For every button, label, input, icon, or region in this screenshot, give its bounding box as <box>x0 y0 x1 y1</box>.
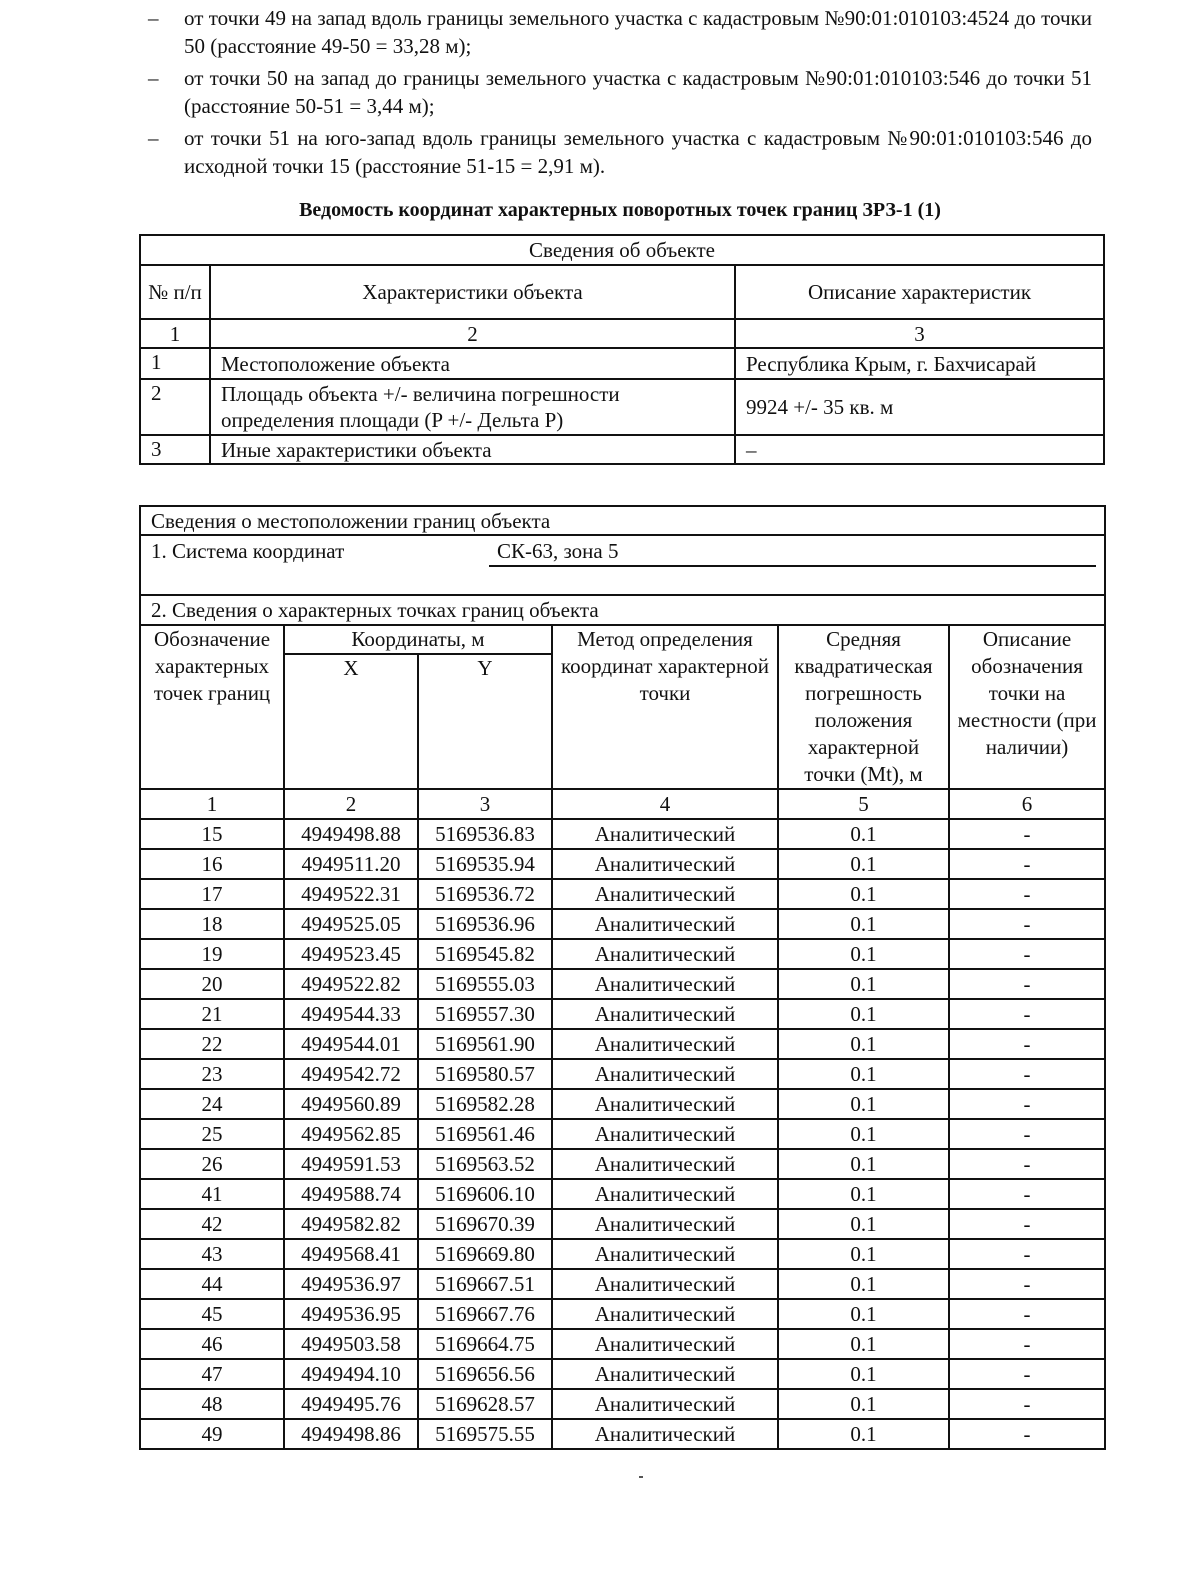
point-description: - <box>949 939 1105 969</box>
mean-error: 0.1 <box>778 1389 949 1419</box>
row-number: 2 <box>140 379 210 435</box>
column-number: 5 <box>778 789 949 819</box>
x-coordinate: 4949522.82 <box>284 969 418 999</box>
point-description: - <box>949 1359 1105 1389</box>
segment-text: от точки 49 на запад вдоль границы земельного участка с кадастровым №90:01:010103:4524 до точки 50 (расстояние 49-50 = 33,28 м); <box>184 6 1092 58</box>
table-row <box>140 1269 1105 1299</box>
point-number: 43 <box>140 1239 284 1269</box>
header-method: Метод определения координат характерной точки <box>552 625 778 789</box>
table-row <box>140 1119 1105 1149</box>
point-description: - <box>949 1239 1105 1269</box>
point-description: - <box>949 1119 1105 1149</box>
method: Аналитический <box>552 1119 778 1149</box>
y-coordinate: 5169545.82 <box>418 939 552 969</box>
table-row <box>140 1209 1105 1239</box>
mean-error: 0.1 <box>778 1119 949 1149</box>
table-row <box>140 1329 1105 1359</box>
point-number: 47 <box>140 1359 284 1389</box>
x-coordinate: 4949562.85 <box>284 1119 418 1149</box>
x-coordinate: 4949588.74 <box>284 1179 418 1209</box>
point-description: - <box>949 1269 1105 1299</box>
table-row <box>140 1149 1105 1179</box>
header-point-description: Описание обозначения точки на местности (при наличии) <box>949 625 1105 789</box>
y-coordinate: 5169606.10 <box>418 1179 552 1209</box>
column-number: 6 <box>949 789 1105 819</box>
header-mean-error: Средняя квадратическая погрешность положения характерной точки (Mt), м <box>778 625 949 789</box>
header-number: № п/п <box>140 265 210 319</box>
x-coordinate: 4949511.20 <box>284 849 418 879</box>
row-value: – <box>735 435 1104 464</box>
point-number: 18 <box>140 909 284 939</box>
x-coordinate: 4949522.31 <box>284 879 418 909</box>
column-number: 1 <box>140 319 210 348</box>
point-number: 23 <box>140 1059 284 1089</box>
point-number: 15 <box>140 819 284 849</box>
mean-error: 0.1 <box>778 1269 949 1299</box>
point-description: - <box>949 969 1105 999</box>
y-coordinate: 5169536.96 <box>418 909 552 939</box>
x-coordinate: 4949544.01 <box>284 1029 418 1059</box>
method: Аналитический <box>552 1299 778 1329</box>
segment-text: от точки 51 на юго-запад вдоль границы земельного участка с кадастровым №90:01:010103:546 до исходной точки 15 (расстояние 51-15 = 2,91 м). <box>184 126 1092 178</box>
x-coordinate: 4949503.58 <box>284 1329 418 1359</box>
table-row <box>140 879 1105 909</box>
table-row <box>140 1089 1105 1119</box>
table-row <box>140 1419 1105 1449</box>
method: Аналитический <box>552 969 778 999</box>
x-coordinate: 4949560.89 <box>284 1089 418 1119</box>
segment-text: от точки 50 на запад до границы земельного участка с кадастровым №90:01:010103:546 до точки 51 (расстояние 50-51 = 3,44 м); <box>184 66 1092 118</box>
y-coordinate: 5169536.83 <box>418 819 552 849</box>
row-characteristic: Площадь объекта +/- величина погрешности определения площади (P +/- Дельта P) <box>210 379 735 435</box>
y-coordinate: 5169582.28 <box>418 1089 552 1119</box>
point-number: 48 <box>140 1389 284 1419</box>
header-y: Y <box>418 654 552 789</box>
boundary-description <box>148 4 1092 184</box>
y-coordinate: 5169667.76 <box>418 1299 552 1329</box>
mean-error: 0.1 <box>778 879 949 909</box>
table-row <box>140 1299 1105 1329</box>
point-number: 41 <box>140 1179 284 1209</box>
table-row <box>140 909 1105 939</box>
mean-error: 0.1 <box>778 1209 949 1239</box>
point-description: - <box>949 1299 1105 1329</box>
method: Аналитический <box>552 819 778 849</box>
method: Аналитический <box>552 1239 778 1269</box>
y-coordinate: 5169535.94 <box>418 849 552 879</box>
table-row <box>140 969 1105 999</box>
table-row <box>140 849 1105 879</box>
point-number: 22 <box>140 1029 284 1059</box>
method: Аналитический <box>552 909 778 939</box>
row-value: 9924 +/- 35 кв. м <box>735 379 1104 435</box>
method: Аналитический <box>552 1179 778 1209</box>
column-number: 2 <box>210 319 735 348</box>
x-coordinate: 4949582.82 <box>284 1209 418 1239</box>
table-row <box>140 939 1105 969</box>
mean-error: 0.1 <box>778 1299 949 1329</box>
x-coordinate: 4949495.76 <box>284 1389 418 1419</box>
scan-mark <box>639 1476 643 1478</box>
header-characteristics: Характеристики объекта <box>210 265 735 319</box>
mean-error: 0.1 <box>778 999 949 1029</box>
points-body <box>140 819 1105 1449</box>
table-row <box>140 1359 1105 1389</box>
column-number: 2 <box>284 789 418 819</box>
row-characteristic: Местоположение объекта <box>210 348 735 379</box>
point-number: 20 <box>140 969 284 999</box>
method: Аналитический <box>552 1059 778 1089</box>
point-description: - <box>949 819 1105 849</box>
mean-error: 0.1 <box>778 849 949 879</box>
mean-error: 0.1 <box>778 1179 949 1209</box>
point-description: - <box>949 1209 1105 1239</box>
mean-error: 0.1 <box>778 1239 949 1269</box>
x-coordinate: 4949568.41 <box>284 1239 418 1269</box>
method: Аналитический <box>552 1419 778 1449</box>
y-coordinate: 5169561.46 <box>418 1119 552 1149</box>
row-characteristic: Иные характеристики объекта <box>210 435 735 464</box>
x-coordinate: 4949591.53 <box>284 1149 418 1179</box>
point-number: 26 <box>140 1149 284 1179</box>
method: Аналитический <box>552 849 778 879</box>
y-coordinate: 5169580.57 <box>418 1059 552 1089</box>
table-row <box>140 1239 1105 1269</box>
y-coordinate: 5169669.80 <box>418 1239 552 1269</box>
table-row <box>140 1389 1105 1419</box>
mean-error: 0.1 <box>778 1059 949 1089</box>
y-coordinate: 5169670.39 <box>418 1209 552 1239</box>
point-description: - <box>949 999 1105 1029</box>
column-number: 1 <box>140 789 284 819</box>
header-description: Описание характеристик <box>735 265 1104 319</box>
point-number: 25 <box>140 1119 284 1149</box>
object-table-title: Сведения об объекте <box>140 235 1104 265</box>
method: Аналитический <box>552 1029 778 1059</box>
x-coordinate: 4949523.45 <box>284 939 418 969</box>
point-description: - <box>949 1149 1105 1179</box>
x-coordinate: 4949498.86 <box>284 1419 418 1449</box>
point-description: - <box>949 1329 1105 1359</box>
table-row <box>140 1179 1105 1209</box>
table-row <box>140 819 1105 849</box>
point-description: - <box>949 1419 1105 1449</box>
location-table-title: Сведения о местоположении границ объекта <box>140 506 1105 535</box>
table-row <box>140 999 1105 1029</box>
y-coordinate: 5169656.56 <box>418 1359 552 1389</box>
point-number: 17 <box>140 879 284 909</box>
y-coordinate: 5169575.55 <box>418 1419 552 1449</box>
point-description: - <box>949 879 1105 909</box>
x-coordinate: 4949525.05 <box>284 909 418 939</box>
table-row <box>140 1059 1105 1089</box>
coordinate-system-value: СК-63, зона 5 <box>497 539 619 563</box>
boundary-segment: – от точки 50 на запад до границы земельного участка с кадастровым №90:01:010103:546 до точки 51 (расстояние 50-51 = 3,44 м); <box>148 66 1092 118</box>
method: Аналитический <box>552 939 778 969</box>
coordinate-system-label: 1. Система координат <box>151 539 345 563</box>
mean-error: 0.1 <box>778 969 949 999</box>
x-coordinate: 4949536.97 <box>284 1269 418 1299</box>
boundary-segment: – от точки 51 на юго-запад вдоль границы земельного участка с кадастровым №90:01:010103:546 до исходной точки 15 (расстояние 51-15 = 2,91 м). <box>148 126 1092 178</box>
document-heading: Ведомость координат характерных поворотных точек границ ЗРЗ-1 (1) <box>299 199 941 221</box>
coordinate-system-row <box>140 535 1105 595</box>
mean-error: 0.1 <box>778 1089 949 1119</box>
y-coordinate: 5169628.57 <box>418 1389 552 1419</box>
method: Аналитический <box>552 1359 778 1389</box>
point-number: 46 <box>140 1329 284 1359</box>
object-info-table <box>139 234 1105 465</box>
point-number: 49 <box>140 1419 284 1449</box>
mean-error: 0.1 <box>778 819 949 849</box>
point-description: - <box>949 1089 1105 1119</box>
x-coordinate: 4949544.33 <box>284 999 418 1029</box>
row-number: 1 <box>140 348 210 379</box>
method: Аналитический <box>552 1149 778 1179</box>
method: Аналитический <box>552 879 778 909</box>
x-coordinate: 4949498.88 <box>284 819 418 849</box>
header-point-designation: Обозначение характерных точек границ <box>140 625 284 789</box>
x-coordinate: 4949536.95 <box>284 1299 418 1329</box>
table-row <box>140 1029 1105 1059</box>
point-description: - <box>949 1029 1105 1059</box>
boundary-segment: – от точки 49 на запад вдоль границы земельного участка с кадастровым №90:01:010103:4524 до точки 50 (расстояние 49-50 = 33,28 м); <box>148 6 1092 58</box>
column-number: 4 <box>552 789 778 819</box>
point-number: 45 <box>140 1299 284 1329</box>
method: Аналитический <box>552 1329 778 1359</box>
mean-error: 0.1 <box>778 1149 949 1179</box>
point-number: 24 <box>140 1089 284 1119</box>
point-description: - <box>949 1059 1105 1089</box>
column-numbers-row <box>140 789 1105 819</box>
point-number: 19 <box>140 939 284 969</box>
y-coordinate: 5169536.72 <box>418 879 552 909</box>
method: Аналитический <box>552 1089 778 1119</box>
y-coordinate: 5169563.52 <box>418 1149 552 1179</box>
y-coordinate: 5169557.30 <box>418 999 552 1029</box>
point-number: 44 <box>140 1269 284 1299</box>
x-coordinate: 4949494.10 <box>284 1359 418 1389</box>
points-section-title: 2. Сведения о характерных точках границ объекта <box>140 595 1105 625</box>
x-coordinate: 4949542.72 <box>284 1059 418 1089</box>
boundary-points-table <box>139 505 1106 1450</box>
mean-error: 0.1 <box>778 1359 949 1389</box>
point-number: 42 <box>140 1209 284 1239</box>
y-coordinate: 5169667.51 <box>418 1269 552 1299</box>
header-x: X <box>284 654 418 789</box>
method: Аналитический <box>552 1389 778 1419</box>
point-description: - <box>949 909 1105 939</box>
mean-error: 0.1 <box>778 1419 949 1449</box>
row-number: 3 <box>140 435 210 464</box>
column-number: 3 <box>735 319 1104 348</box>
method: Аналитический <box>552 999 778 1029</box>
coordinate-system-underline <box>489 565 1096 567</box>
mean-error: 0.1 <box>778 939 949 969</box>
method: Аналитический <box>552 1209 778 1239</box>
mean-error: 0.1 <box>778 1329 949 1359</box>
y-coordinate: 5169561.90 <box>418 1029 552 1059</box>
method: Аналитический <box>552 1269 778 1299</box>
header-coordinates: Координаты, м <box>284 625 552 654</box>
y-coordinate: 5169664.75 <box>418 1329 552 1359</box>
point-description: - <box>949 1179 1105 1209</box>
point-number: 16 <box>140 849 284 879</box>
point-description: - <box>949 1389 1105 1419</box>
row-value: Республика Крым, г. Бахчисарай <box>735 348 1104 379</box>
point-number: 21 <box>140 999 284 1029</box>
mean-error: 0.1 <box>778 1029 949 1059</box>
y-coordinate: 5169555.03 <box>418 969 552 999</box>
point-description: - <box>949 849 1105 879</box>
column-number: 3 <box>418 789 552 819</box>
mean-error: 0.1 <box>778 909 949 939</box>
